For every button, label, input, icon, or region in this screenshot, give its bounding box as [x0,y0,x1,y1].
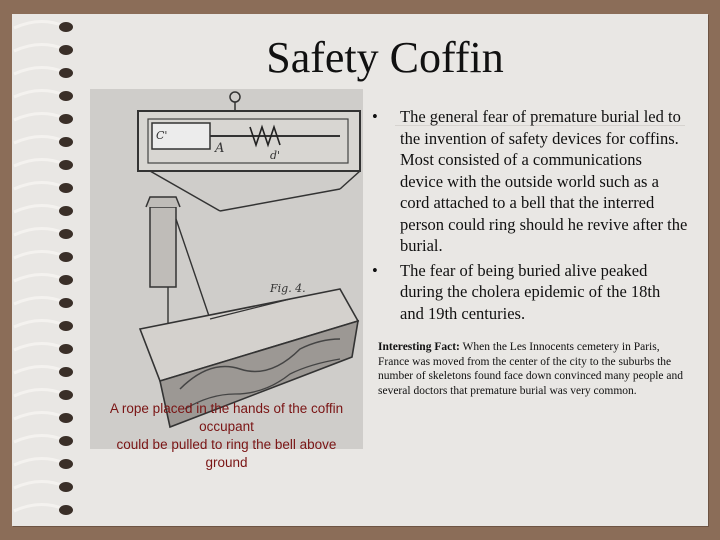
spiral-hole [59,482,73,492]
spiral-ring [14,205,64,212]
interesting-fact [378,340,693,398]
bullet-list [368,106,688,327]
spiral-ring [14,159,64,166]
spiral-hole [59,137,73,147]
spiral-hole [59,91,73,101]
spiral-hole [59,367,73,377]
spiral-ring [14,504,64,511]
figure-label-c: C' [156,129,168,142]
spiral-ring [14,297,64,304]
spiral-hole [59,413,73,423]
figure-label-a: A [215,141,225,156]
bullet-item [368,260,688,325]
spiral-ring [14,435,64,442]
bullet-text: The general fear of premature burial led to the invention of safety devices for coffins. Most consisted of a communications device with the outside world such as a cord attached to a bell that the interred person could ring should he revive after the burial. [400,107,688,255]
bullet-marker: • [372,107,378,126]
slide-title: Safety Coffin [266,33,504,82]
figure-label-d: d' [270,149,281,162]
spiral-hole [59,298,73,308]
coffin-illustration [90,89,363,470]
spiral-ring [14,90,64,97]
spiral-binding [0,14,80,526]
spiral-hole [59,390,73,400]
fact-text: When the Les Innocents cemetery in Paris, France was moved from the center of the city to the suburbs the number of skeletons found face down convinced many people and several doctors that premature burial was very common. [378,341,683,397]
spiral-hole [59,229,73,239]
spiral-hole [59,436,73,446]
coffin-drawing [90,89,363,449]
spiral-ring [14,274,64,281]
spiral-hole [59,505,73,515]
spiral-hole [59,160,73,170]
spiral-ring [14,228,64,235]
spiral-ring [14,412,64,419]
spiral-ring [14,458,64,465]
spiral-hole [59,275,73,285]
figure-label-fig: Fig. 4. [270,282,306,295]
bullet-text: The fear of being buried alive peaked during the cholera epidemic of the 18th and 19th centuries. [400,260,661,323]
bullet-item [368,106,688,257]
caption-line-2: could be pulled to ring the bell above ground [116,437,337,470]
spiral-hole [59,252,73,262]
spiral-hole [59,22,73,32]
caption-line-1: A rope placed in the hands of the coffin occupant [109,401,344,434]
spiral-ring [14,389,64,396]
bullet-marker: • [372,260,378,280]
spiral-ring [14,251,64,258]
spiral-ring [14,21,64,28]
spiral-hole [59,321,73,331]
spiral-ring [14,113,64,120]
spiral-ring [14,136,64,143]
spiral-ring [14,366,64,373]
fact-label: Interesting Fact: [378,341,460,353]
spiral-ring [14,182,64,189]
spiral-ring [14,481,64,488]
spiral-hole [59,183,73,193]
spiral-hole [59,344,73,354]
spiral-hole [59,459,73,469]
spiral-ring [14,320,64,327]
spiral-hole [59,114,73,124]
spiral-ring [14,343,64,350]
spiral-hole [59,206,73,216]
figure-caption [94,400,359,472]
